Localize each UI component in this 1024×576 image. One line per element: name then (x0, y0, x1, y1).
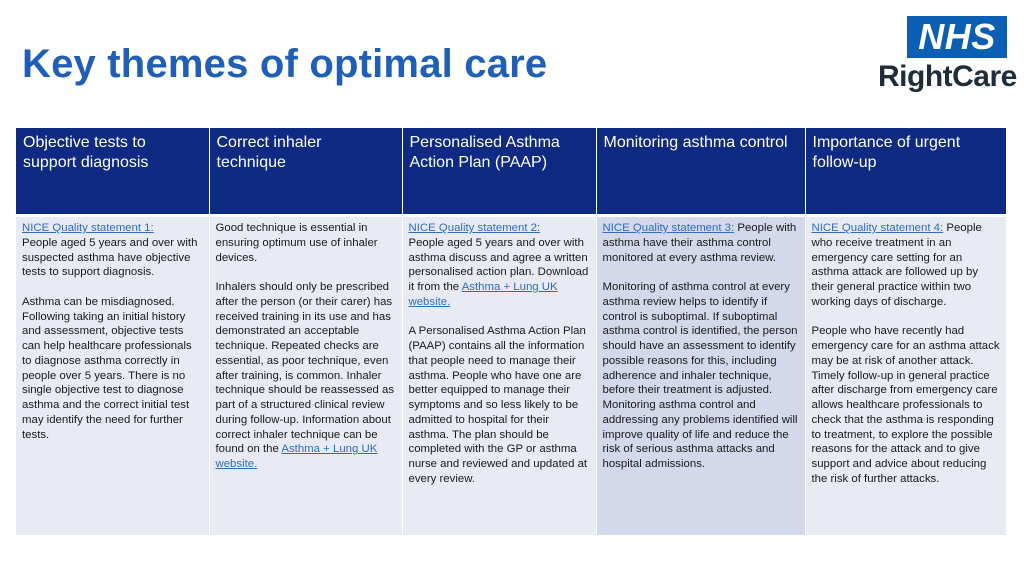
nhs-logo-box: NHS (907, 16, 1007, 58)
cell-4-text-2: Monitoring of asthma control at every asthma review helps to identify if control is suboptimal. If suboptimal asthma control is identified, the person should have an assessment to identify possible reasons for this, including adherence and inhaler technique, before their treatment is adjusted. Monitoring asthma control and addressing any problems identified will improve quality of life and reduce the risk of serious asthma attacks and hospital admissions. (602, 281, 798, 470)
header-objective-tests: Objective tests to support diagnosis (16, 128, 209, 214)
cell-2-text-1: Good technique is essential in ensuring optimum use of inhaler devices. (215, 222, 378, 264)
nhs-rightcare-logo (876, 16, 1017, 96)
cell-monitoring-control (596, 217, 805, 535)
cell-1-text-2: Asthma can be misdiagnosed. Following taking an initial history and assessment, objective tests can help healthcare professionals to diagnose asthma correctly in people over 5 years. There is no single objective test to diagnose asthma and the correct initial test may identify the need for further tests. (22, 295, 192, 441)
asthma-lung-uk-link-paap[interactable]: Asthma + Lung UK website. (408, 281, 558, 308)
cell-1-para-1 (22, 221, 203, 280)
cell-4-para-1 (603, 221, 799, 265)
header-urgent-follow-up: Importance of urgent follow-up (805, 128, 1006, 214)
nice-quality-statement-3-link[interactable]: NICE Quality statement 3: (602, 222, 735, 234)
cell-1-text-1: People aged 5 years and over with suspected asthma have objective tests to support diagnosis. (22, 236, 198, 279)
cell-urgent-follow-up (805, 217, 1006, 535)
cell-5-text-2: People who have recently had emergency care for an asthma attack may be at risk of another attack. Timely follow-up in general practice after discharge from emergency care allows healthcare professionals to check that the asthma is responding to treatment, to explore the possible reasons for the attack and to give support and advice about reducing the risk of further attacks. (811, 325, 1000, 485)
nice-quality-statement-2-link[interactable]: NICE Quality statement 2: (408, 222, 541, 234)
cell-5-para-1 (812, 221, 1001, 310)
cell-4-text-1: People with asthma have their asthma control monitored at every asthma review. (602, 222, 797, 264)
asthma-lung-uk-link-inhaler[interactable]: Asthma + Lung UK website. (215, 443, 378, 470)
header-paap: Personalised Asthma Action Plan (PAAP) (402, 128, 596, 214)
cell-paap (402, 217, 596, 535)
nice-quality-statement-1-link[interactable]: NICE Quality statement 1: (22, 222, 154, 234)
nice-quality-statement-4-link[interactable]: NICE Quality statement 4: (811, 222, 944, 234)
rightcare-wordmark: RightCare (878, 60, 1017, 93)
cell-2-para-2 (216, 280, 396, 472)
header-monitoring-control: Monitoring asthma control (596, 128, 805, 214)
cell-inhaler-technique (209, 217, 402, 535)
cell-objective-tests (16, 217, 209, 535)
cell-3-text-2: A Personalised Asthma Action Plan (PAAP) contains all the information that people need to manage their asthma. People who have one are better equipped to manage their symptoms and so less likely to be admitted to hospital for their asthma. The plan should be completed with the GP or asthma nurse and reviewed and updated at every review. (408, 325, 588, 485)
themes-table (16, 128, 1006, 535)
cell-2-text-2: Inhalers should only be prescribed after the person (or their carer) has received training in its use and has demonstrated an acceptable technique. Repeated checks are essential, as poor technique, even after training, is common. Inhaler technique should be reassessed as part of a structured clinical review during follow-up. Information about correct inhaler technique can be found on the (215, 281, 395, 456)
page-title: Key themes of optimal care (22, 42, 548, 86)
content-row (16, 217, 1006, 535)
header-row (16, 128, 1006, 214)
header-inhaler-technique: Correct inhaler technique (209, 128, 402, 214)
cell-3-para-1 (409, 221, 590, 310)
cell-5-text-1: People who receive treatment in an emergency care setting for an asthma attack are followed up by their general practice within two working days of discharge. (811, 222, 982, 308)
cell-3-text-1: People aged 5 years and over with asthma discuss and agree a written personalised action plan. Download it from the (408, 236, 589, 293)
